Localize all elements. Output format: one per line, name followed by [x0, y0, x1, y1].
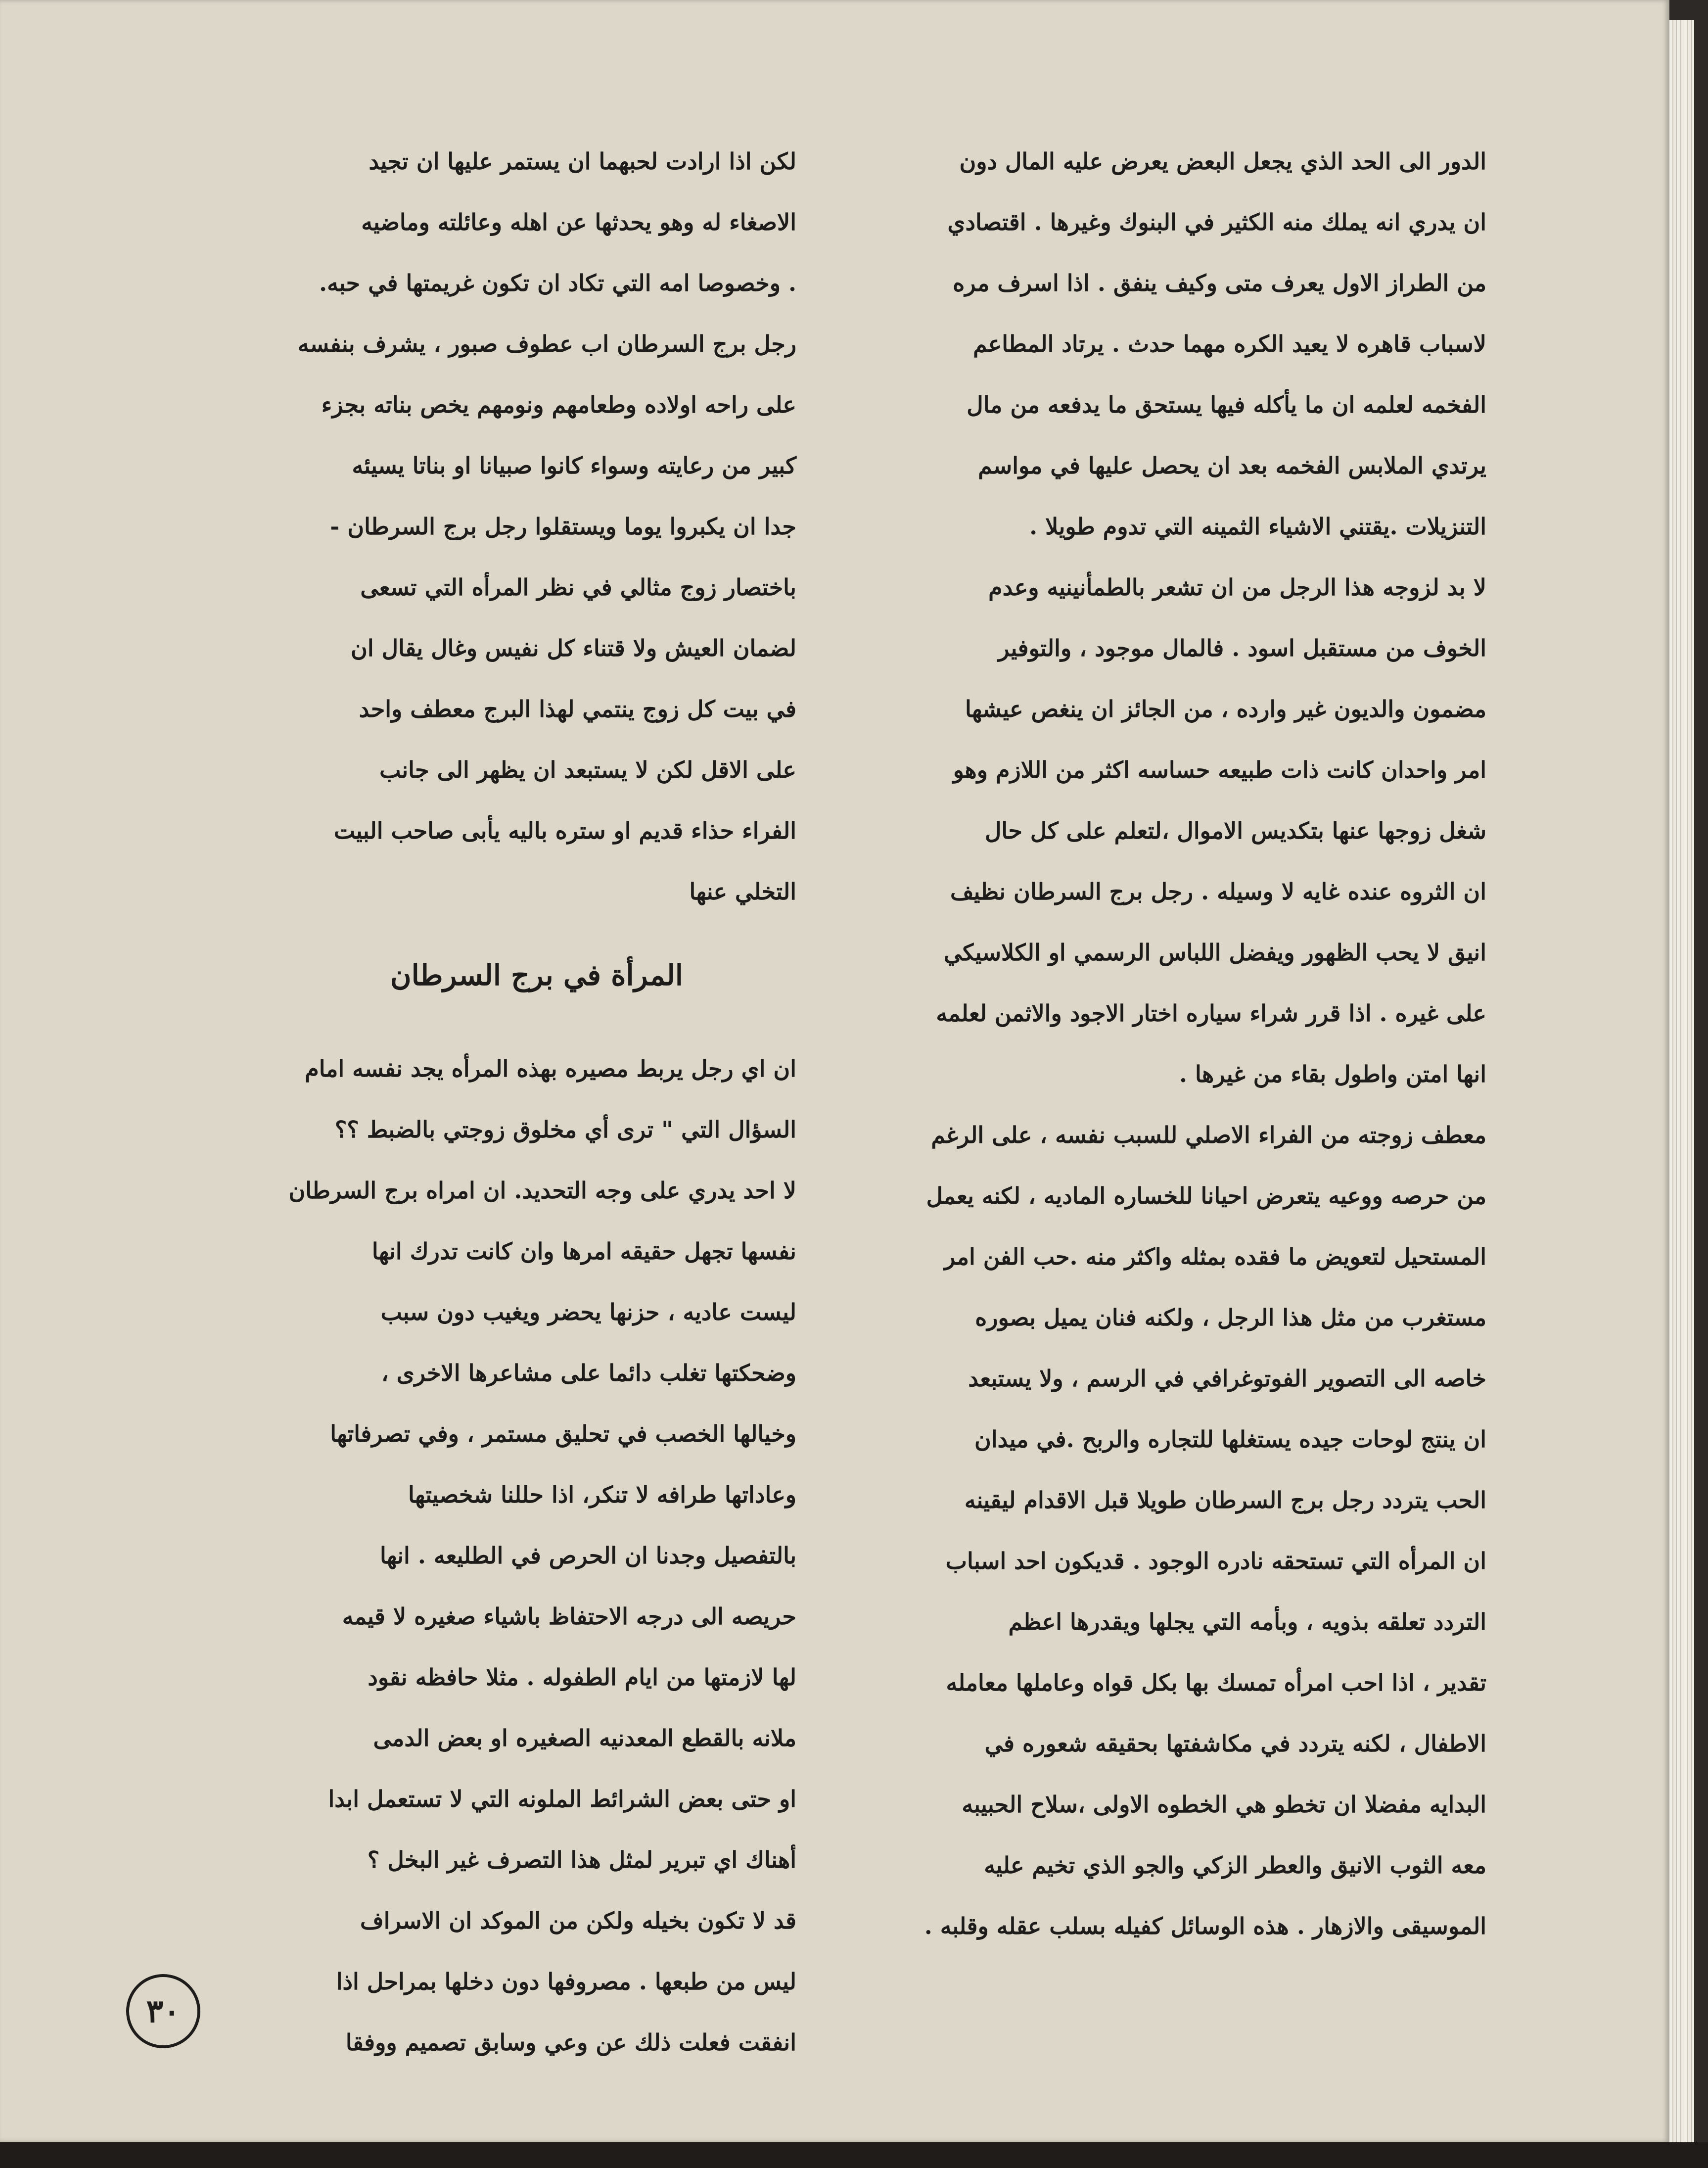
text-line: البدايه مفضلا ان تخطو هي الخطوه الاولى ،سلاح الحبيبه [962, 1791, 1486, 1818]
text-line: على راحه اولاده وطعامهم ونومهم يخص بناته بجزء [321, 391, 796, 418]
page-stack-edges [1669, 20, 1694, 2142]
text-line: ليست عاديه ، حزنها يحضر ويغيب دون سبب [380, 1299, 796, 1325]
text-line: حريصه الى درجه الاحتفاظ باشياء صغيره لا قيمه [342, 1603, 796, 1630]
text-line: لكن اذا ارادت لحبهما ان يستمر عليها ان تجيد [369, 148, 796, 175]
right-text-column [871, 131, 1486, 1957]
text-line: ان اي رجل يربط مصيره بهذه المرأه يجد نفسه امام [305, 1055, 796, 1082]
text-line: امر واحدان كانت ذات طبيعه حساسه اكثر من اللازم وهو [953, 756, 1486, 783]
text-line: ان يدري انه يملك منه الكثير في البنوك وغيرها . اقتصادي [947, 209, 1486, 236]
text-line: الفخمه لعلمه ان ما يأكله فيها يستحق ما يدفعه من مال [967, 391, 1486, 418]
text-line: تقدير ، اذا احب امرأه تمسك بها بكل قواه وعاملها معامله [946, 1669, 1486, 1696]
text-line: أهناك اي تبرير لمثل هذا التصرف غير البخل ؟ [367, 1846, 796, 1873]
text-line: من حرصه ووعيه يتعرض احيانا للخساره الماديه ، لكنه يعمل [926, 1182, 1486, 1209]
text-line: مضمون والديون غير وارده ، من الجائز ان ينغص عيشها [965, 696, 1486, 722]
text-line: انفقت فعلت ذلك عن وعي وسابق تصميم ووفقا [345, 2029, 796, 2056]
scan-bottom-edge [0, 2142, 1708, 2168]
text-line: ان ينتج لوحات جيده يستغلها للتجاره والربح .في ميدان [974, 1426, 1486, 1453]
text-line: انيق لا يحب الظهور ويفضل اللباس الرسمي او الكلاسيكي [943, 939, 1486, 966]
text-line: يرتدي الملابس الفخمه بعد ان يحصل عليها في مواسم [978, 452, 1486, 479]
left-column-top-text [277, 131, 796, 922]
text-line: او حتى بعض الشرائط الملونه التي لا تستعمل ابدا [328, 1786, 796, 1812]
text-line: خاصه الى التصوير الفوتوغرافي في الرسم ، ولا يستبعد [968, 1365, 1486, 1392]
text-line: ليس من طبعها . مصروفها دون دخلها بمراحل اذا [336, 1968, 796, 1995]
page-number-badge: ٣٠ [126, 1974, 200, 2048]
text-line: الفراء حذاء قديم او ستره باليه يأبى صاحب البيت [333, 817, 796, 844]
text-line: لا احد يدري على وجه التحديد. ان امراه برج السرطان [288, 1177, 796, 1204]
text-line: على الاقل لكن لا يستبعد ان يظهر الى جانب [379, 756, 796, 783]
text-line: التنزيلات .يقتني الاشياء الثمينه التي تدوم طويلا . [1029, 513, 1486, 540]
text-line: قد لا تكون بخيله ولكن من الموكد ان الاسراف [360, 1907, 796, 1934]
text-line: السؤال التي " ترى أي مخلوق زوجتي بالضبط ؟؟ [334, 1116, 796, 1143]
text-line: وعاداتها طرافه لا تنكر، اذا حللنا شخصيتها [408, 1481, 796, 1508]
text-line: جدا ان يكبروا يوما ويستقلوا رجل برج السرطان - [330, 513, 796, 540]
text-line: الخوف من مستقبل اسود . فالمال موجود ، والتوفير [998, 635, 1486, 661]
left-text-column [277, 131, 796, 2073]
text-line: ان الثروه عنده غايه لا وسيله . رجل برج السرطان نظيف [950, 878, 1486, 905]
text-line: ملانه بالقطع المعدنيه الصغيره او بعض الدمى [373, 1725, 796, 1751]
text-line: لا بد لزوجه هذا الرجل من ان تشعر بالطمأنينيه وعدم [988, 574, 1486, 601]
text-line: معه الثوب الانيق والعطر الزكي والجو الذي تخيم عليه [984, 1852, 1486, 1879]
text-line: مستغرب من مثل هذا الرجل ، ولكنه فنان يميل بصوره [975, 1304, 1486, 1331]
text-line: في بيت كل زوج ينتمي لهذا البرج معطف واحد [359, 696, 796, 722]
text-line: ان المرأه التي تستحقه نادره الوجود . قديكون احد اسباب [945, 1548, 1486, 1574]
text-line: شغل زوجها عنها بتكديس الاموال ،لتعلم على كل حال [984, 817, 1486, 844]
text-line: انها امتن واطول بقاء من غيرها . [1179, 1061, 1486, 1087]
text-line: وخيالها الخصب في تحليق مستمر ، وفي تصرفاتها [330, 1420, 796, 1447]
text-line: رجل برج السرطان اب عطوف صبور ، يشرف بنفسه [297, 330, 796, 357]
text-line: التردد تعلقه بذويه ، وبأمه التي يجلها ويقدرها اعظم [1008, 1608, 1486, 1635]
text-line: المستحيل لتعويض ما فقده بمثله واكثر منه .حب الفن امر [944, 1243, 1486, 1270]
text-line: . وخصوصا امه التي تكاد ان تكون غريمتها في حبه. [319, 270, 796, 296]
text-line: نفسها تجهل حقيقه امرها وان كانت تدرك انها [371, 1238, 796, 1265]
text-line: لها لازمتها من ايام الطفوله . مثلا حافظه نقود [368, 1664, 796, 1691]
text-line: الدور الى الحد الذي يجعل البعض يعرض عليه المال دون [959, 148, 1486, 175]
section-heading: المرأة في برج السرطان [390, 958, 683, 992]
text-line: الاصغاء له وهو يحدثها عن اهله وعائلته وماضيه [361, 209, 796, 236]
text-line: باختصار زوج مثالي في نظر المرأه التي تسعى [360, 574, 796, 601]
text-line: لاسباب قاهره لا يعيد الكره مهما حدث . يرتاد المطاعم [973, 330, 1486, 357]
text-line: بالتفصيل وجدنا ان الحرص في الطليعه . انها [380, 1542, 796, 1569]
text-line: من الطراز الاول يعرف متى وكيف ينفق . اذا اسرف مره [953, 270, 1486, 296]
heading-spacer [277, 1029, 796, 1038]
text-line: الحب يتردد رجل برج السرطان طويلا قبل الاقدام ليقينه [964, 1487, 1486, 1513]
text-line: كبير من رعايته وسواء كانوا صبيانا او بناتا يسيئه [352, 452, 796, 479]
left-column-bottom-text [277, 1038, 796, 2073]
text-line: الموسيقى والازهار . هذه الوسائل كفيله بسلب عقله وقلبه . [924, 1913, 1486, 1939]
text-line: الاطفال ، لكنه يتردد في مكاشفتها بحقيقه شعوره في [984, 1730, 1486, 1757]
text-line: معطف زوجته من الفراء الاصلي للسبب نفسه ، على الرغم [931, 1122, 1486, 1148]
text-line: وضحكتها تغلب دائما على مشاعرها الاخرى ، [381, 1360, 796, 1386]
text-line: لضمان العيش ولا قتناء كل نفيس وغال يقال ان [351, 635, 796, 661]
text-line: على غيره . اذا قرر شراء سياره اختار الاجود والاثمن لعلمه [936, 1000, 1486, 1027]
text-line: التخلي عنها [689, 878, 796, 905]
